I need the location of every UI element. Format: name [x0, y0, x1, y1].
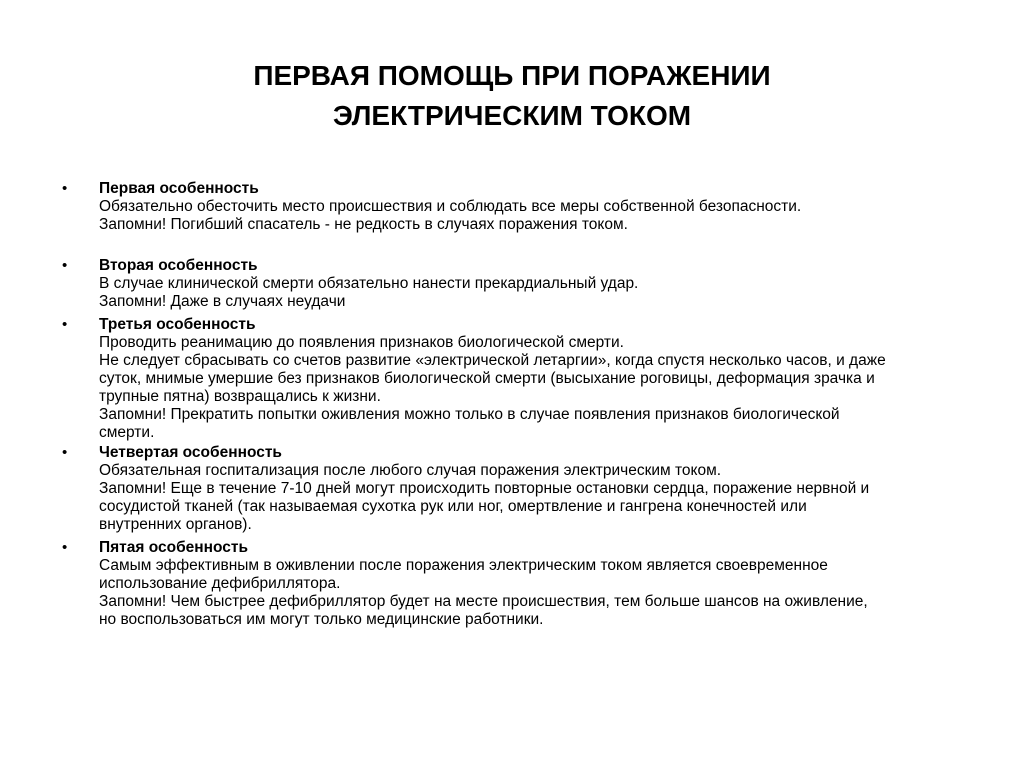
bullet-icon: •: [62, 180, 68, 197]
item-heading: Третья особенность: [99, 316, 256, 333]
item-text-line: Самым эффективным в оживлении после поражения электрическим током является своевременное: [99, 557, 828, 574]
bullet-icon: •: [62, 444, 68, 461]
list-item: [62, 180, 982, 234]
slide-title: [0, 56, 1024, 136]
item-heading: Первая особенность: [99, 180, 259, 197]
item-text-line: Обязательно обесточить место происшествия и соблюдать все меры собственной безопасности.: [99, 198, 802, 215]
item-text-line: Запомни! Даже в случаях неудачи: [99, 293, 346, 310]
item-heading: Четвертая особенность: [99, 444, 282, 461]
item-heading: Пятая особенность: [99, 539, 249, 556]
bullet-icon: •: [62, 539, 68, 556]
item-text-line: внутренних органов).: [99, 516, 252, 533]
item-text-line: Запомни! Чем быстрее дефибриллятор будет на месте происшествия, тем больше шансов на оживление,: [99, 593, 868, 610]
item-text-line: сосудистой тканей (так называемая сухотка рук или ног, омертвление и гангрена конечностей или: [99, 498, 807, 515]
item-text-line: Запомни! Прекратить попытки оживления можно только в случае появления признаков биологической: [99, 406, 840, 423]
bullet-icon: •: [62, 316, 68, 333]
list-item: [62, 316, 982, 442]
list-item: [62, 539, 982, 629]
item-text-line: Не следует сбрасывать со счетов развитие «электрической летаргии», когда спустя несколько часов, и даже: [99, 352, 886, 369]
list-item: [62, 444, 982, 534]
item-text-line: Обязательная госпитализация после любого случая поражения электрическим током.: [99, 462, 722, 479]
title-line: ПЕРВАЯ ПОМОЩЬ ПРИ ПОРАЖЕНИИ: [253, 60, 771, 91]
title-line: ЭЛЕКТРИЧЕСКИМ ТОКОМ: [332, 100, 692, 131]
item-text-line: суток, мнимые умершие без признаков биологической смерти (высыхание роговицы, деформация зрачка и: [99, 370, 875, 387]
item-text-line: трупные пятна) возвращались к жизни.: [99, 388, 381, 405]
item-text-line: но воспользоваться им могут только медицинские работники.: [99, 611, 544, 628]
item-text-line: Проводить реанимацию до появления признаков биологической смерти.: [99, 334, 624, 351]
item-text-line: Запомни! Погибший спасатель - не редкость в случаях поражения током.: [99, 216, 628, 233]
bullet-icon: •: [62, 257, 68, 274]
item-text-line: смерти.: [99, 424, 155, 441]
list-item: [62, 257, 982, 311]
item-text-line: В случае клинической смерти обязательно нанести прекардиальный удар.: [99, 275, 639, 292]
item-text-line: Запомни! Еще в течение 7-10 дней могут происходить повторные остановки сердца, поражение нервной и: [99, 480, 870, 497]
item-text-line: использование дефибриллятора.: [99, 575, 341, 592]
item-heading: Вторая особенность: [99, 257, 258, 274]
